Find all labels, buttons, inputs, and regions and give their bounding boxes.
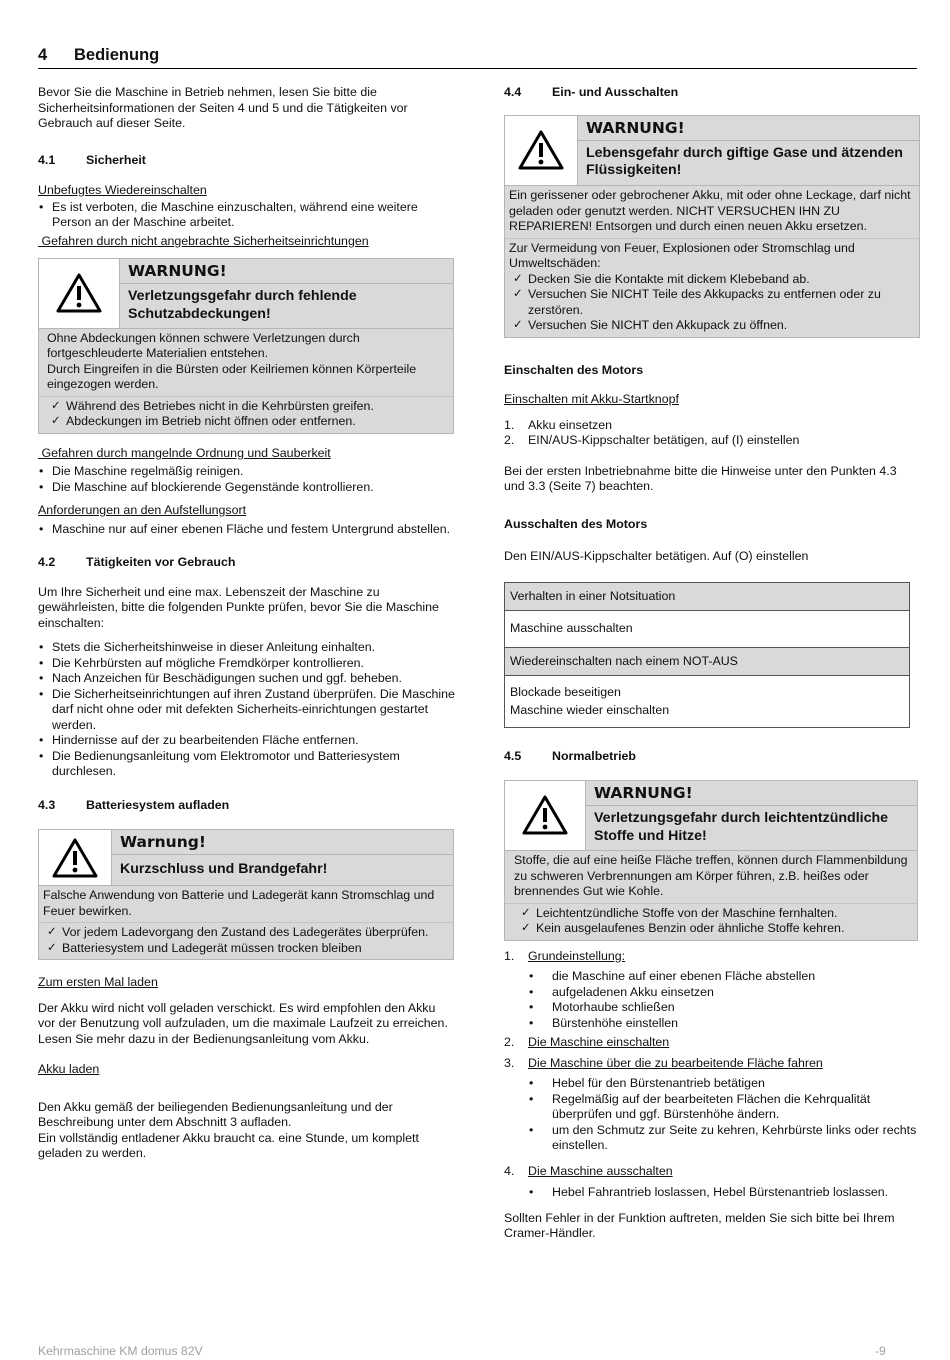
warning-triangle-icon: [39, 259, 120, 328]
warning-body: Ohne Abdeckungen können schwere Verletzungen durch fortgeschleuderte Materialien entstehen. Durch Eingreifen in die Bürsten oder Keilriemen können Körperteile eingezogen werden.: [39, 329, 453, 397]
table-cell: Blockade beseitigen Maschine wieder einschalten: [505, 676, 910, 728]
warning-headline: Verletzungsgefahr durch fehlende Schutzabdeckungen!: [128, 288, 357, 322]
warning-body: Stoffe, die auf eine heiße Fläche treffen, können durch Flammenbildung zu schweren Verbrennungen am Körper führen, z.B. heißes oder brennendes Gut wie Kohle.: [505, 851, 917, 904]
chapter-heading: [38, 45, 917, 69]
einschalten-sub: Einschalten mit Akku-Startknopf: [504, 392, 679, 407]
ausschalten-heading: Ausschalten des Motors: [504, 516, 648, 531]
erstes-laden-text: Der Akku wird nicht voll geladen verschickt. Es wird empfohlen den Akku vor der Benutzung voll aufzuladen, um die maximale Laufzeit zu erreichen. Lesen Sie mehr dazu in der Bedienungsanleitung vom Akku.: [38, 1000, 448, 1046]
section-4-4-heading: 4.4 Ein- und Ausschalten: [504, 85, 679, 99]
list-item: • Es ist verboten, die Maschine einzuschalten, während eine weitere Person an der Maschine arbeitet.: [38, 200, 456, 231]
erstes-laden-title: Zum ersten Mal laden: [38, 975, 158, 990]
list-item: • Hindernisse auf der zu bearbeitenden Fläche entfernen.: [38, 733, 456, 749]
check-item: ✓ Leichtentzündliche Stoffe von der Maschine fernhalten.: [517, 906, 909, 922]
warning-label: WARNUNG!: [578, 116, 919, 141]
warning-label: WARNUNG!: [120, 259, 453, 284]
check-item: ✓ Kein ausgelaufenes Benzin oder ähnliche Stoffe kehren.: [517, 921, 909, 937]
akku-laden-title: Akku laden: [38, 1062, 100, 1077]
list-item: • die Maschine auf einer ebenen Fläche abstellen: [528, 969, 920, 985]
table-header: Wiedereinschalten nach einem NOT-AUS: [505, 647, 910, 676]
list-item: • Hebel für den Bürstenantrieb betätigen: [528, 1076, 920, 1092]
list-item: • Die Sicherheitseinrichtungen auf ihren Zustand überprüfen. Die Maschine darf nicht ohne oder mit defekten Sicherheits-einrichtungen gestartet werden.: [38, 687, 456, 734]
s42-intro: Um Ihre Sicherheit und eine max. Lebenszeit der Maschine zu gewährleisten, bitte die folgenden Punkte prüfen, bevor Sie die Maschine einschalten:: [38, 584, 439, 630]
check-item: ✓ Während des Betriebes nicht in die Kehrbürsten greifen.: [47, 399, 445, 415]
step-item: 1. Akku einsetzen: [504, 417, 613, 432]
warning-headline: Lebensgefahr durch giftige Gase und ätzenden Flüssigkeiten!: [586, 144, 903, 179]
check-item: ✓ Abdeckungen im Betrieb nicht öffnen oder entfernen.: [47, 414, 445, 430]
left-column: [38, 85, 456, 1162]
s42-list: [38, 640, 456, 780]
list-item: • Bürstenhöhe einstellen: [528, 1016, 920, 1032]
section-4-2-heading: 4.2 Tätigkeiten vor Gebrauch: [38, 555, 236, 570]
list-item: • Stets die Sicherheitshinweise in dieser Anleitung einhalten.: [38, 640, 456, 656]
step-item: 2. EIN/AUS-Kippschalter betätigen, auf (I) einstellen: [504, 433, 800, 448]
step-item: 4. Die Maschine ausschalten • Hebel Fahrantrieb loslassen, Hebel Bürstenantrieb loslassen.: [504, 1164, 920, 1201]
chapter-number: 4: [38, 46, 48, 64]
einschalten-note: Bei der ersten Inbetriebnahme bitte die Hinweise unter den Punkten 4.3 und 3.3 (Seite 7) beachten.: [504, 463, 897, 494]
step-item: 2. Die Maschine einschalten: [504, 1035, 670, 1050]
warning-body: Falsche Anwendung von Batterie und Ladegerät kann Stromschlag und Feuer bewirken.: [39, 886, 453, 923]
warning-checklist: [39, 397, 453, 433]
check-item: ✓ Vor jedem Ladevorgang den Zustand des Ladegerätes überprüfen.: [43, 925, 445, 941]
unbefugt-title: Unbefugtes Wiedereinschalten: [38, 183, 207, 197]
section-4-5-heading: 4.5 Normalbetrieb: [504, 749, 636, 764]
check-item: ✓ Versuchen Sie NICHT den Akkupack zu öffnen.: [509, 318, 911, 334]
normalbetrieb-steps: [504, 949, 920, 1201]
warning-label: WARNUNG!: [586, 781, 917, 806]
chapter-title: Bedienung: [74, 46, 160, 64]
footer-page-number: -9: [875, 1344, 886, 1358]
step-item: 1. Grundeinstellung: • die Maschine auf einer ebenen Fläche abstellen • aufgeladenen Akku einsetzen • Motorhaube schließen • Bürstenhöhe einstellen: [504, 949, 920, 1032]
list-item: • Die Maschine auf blockierende Gegenstände kontrollieren.: [38, 480, 456, 496]
unbefugt-list: [38, 200, 456, 231]
notsituation-table: [504, 582, 910, 729]
check-item: ✓ Decken Sie die Kontakte mit dickem Klebeband ab.: [509, 272, 911, 288]
step-item: 3. Die Maschine über die zu bearbeitende Fläche fahren • Hebel für den Bürstenantrieb betätigen • Regelmäßig auf der bearbeiteten Flächen die Kehrqualität überprüfen und ggf. Bürstenhöhe ändern. • um den Schmutz zur Seite zu kehren, Kehrbürste links oder rechts einstellen.: [504, 1056, 920, 1154]
list-item: • um den Schmutz zur Seite zu kehren, Kehrbürste links oder rechts einstellen.: [528, 1123, 920, 1154]
check-item: ✓ Versuchen Sie NICHT Teile des Akkupacks zu entfernen oder zu zerstören.: [509, 287, 911, 318]
check-item: ✓ Batteriesystem und Ladegerät müssen trocken bleiben: [43, 941, 445, 957]
list-item: • Hebel Fahrantrieb loslassen, Hebel Bürstenantrieb loslassen.: [528, 1185, 920, 1201]
section-4-3-heading: 4.3 Batteriesystem aufladen: [38, 797, 230, 812]
warning-triangle-icon: [505, 781, 586, 851]
step-sublist: [528, 969, 920, 1031]
akku-laden-text: Den Akku gemäß der beiliegenden Bedienungsanleitung und der Beschreibung unter dem Abschnitt 3 aufladen.: [38, 1099, 393, 1130]
section-4-1-heading: 4.1 Sicherheit: [38, 152, 146, 167]
list-item: • Motorhaube schließen: [528, 1000, 920, 1016]
warning-label: Warnung!: [112, 830, 453, 855]
intro-text: Bevor Sie die Maschine in Betrieb nehmen, lesen Sie bitte die Sicherheitsinformationen der Seiten 4 und 5 und die Tätigkeiten vor Gebrauch auf dieser Seite.: [38, 85, 408, 130]
warning-box-leichtentzuendlich: [504, 780, 918, 941]
akku-laden-text-2: Ein vollständig entladener Akku braucht ca. eine Stunde, um komplett geladen zu werden.: [38, 1130, 419, 1161]
ausschalten-text: Den EIN/AUS-Kippschalter betätigen. Auf (O) einstellen: [504, 549, 809, 564]
warning-triangle-icon: [505, 116, 578, 186]
step-sublist: [528, 1185, 920, 1201]
step-sublist: [528, 1076, 920, 1154]
einschalten-steps: [504, 418, 920, 449]
table-cell: Maschine ausschalten: [505, 611, 910, 648]
warning-headline: Verletzungsgefahr durch leichtentzündliche Stoffe und Hitze!: [594, 809, 889, 844]
warning-list-block: Zur Vermeidung von Feuer, Explosionen oder Stromschlag und Umweltschäden: ✓ Decken Sie die Kontakte mit dickem Klebeband ab. ✓ Versuchen Sie NICHT Teile des Akkupacks zu entfernen oder zu zerstören. ✓ Versuchen Sie NICHT den Akkupack zu öffnen.: [505, 239, 919, 337]
warning-checklist: [509, 272, 911, 334]
warning-box-kurzschluss: [38, 829, 454, 960]
warning-headline: Kurzschluss und Brandgefahr!: [120, 861, 328, 878]
warning-body: Ein gerissener oder gebrochener Akku, mit oder ohne Leckage, darf nicht geladen oder genutzt werden. NICHT VERSUCHEN IHN ZU REPARIEREN! Entsorgen und durch einen neuen Akku ersetzen.: [505, 186, 919, 239]
warning-checklist: [505, 904, 917, 940]
ordnung-list: [38, 464, 456, 495]
list-item: • Nach Anzeichen für Beschädigungen suchen und ggf. beheben.: [38, 671, 456, 687]
ordnung-title: Gefahren durch mangelnde Ordnung und Sauberkeit: [38, 445, 331, 460]
warning-box-schutzabdeckungen: [38, 258, 454, 434]
warning-checklist: [39, 923, 453, 959]
footer-product: Kehrmaschine KM domus 82V: [38, 1344, 203, 1358]
aufstellort-title: Anforderungen an den Aufstellungsort: [38, 503, 247, 518]
einschalten-heading: Einschalten des Motors: [504, 362, 644, 377]
list-item: • Regelmäßig auf der bearbeiteten Flächen die Kehrqualität überprüfen und ggf. Bürstenhöhe ändern.: [528, 1092, 920, 1123]
aufstellort-list: [38, 522, 456, 538]
list-item: • Die Maschine regelmäßig reinigen.: [38, 464, 456, 480]
closing-text: Sollten Fehler in der Funktion auftreten, melden Sie sich bitte bei Ihrem Cramer-Händler.: [504, 1210, 895, 1241]
table-header: Verhalten in einer Notsituation: [505, 582, 910, 611]
list-item: • aufgeladenen Akku einsetzen: [528, 985, 920, 1001]
right-column: [504, 85, 920, 1242]
list-item: • Die Bedienungsanleitung vom Elektromotor und Batteriesystem durchlesen.: [38, 749, 456, 780]
warning-box-giftige-gase: [504, 115, 920, 338]
list-item: • Die Kehrbürsten auf mögliche Fremdkörper kontrollieren.: [38, 656, 456, 672]
list-item: • Maschine nur auf einer ebenen Fläche und festem Untergrund abstellen.: [38, 522, 456, 538]
sicherheitseinrichtungen-title: Gefahren durch nicht angebrachte Sicherheitseinrichtungen: [38, 233, 369, 248]
warning-triangle-icon: [39, 830, 112, 885]
